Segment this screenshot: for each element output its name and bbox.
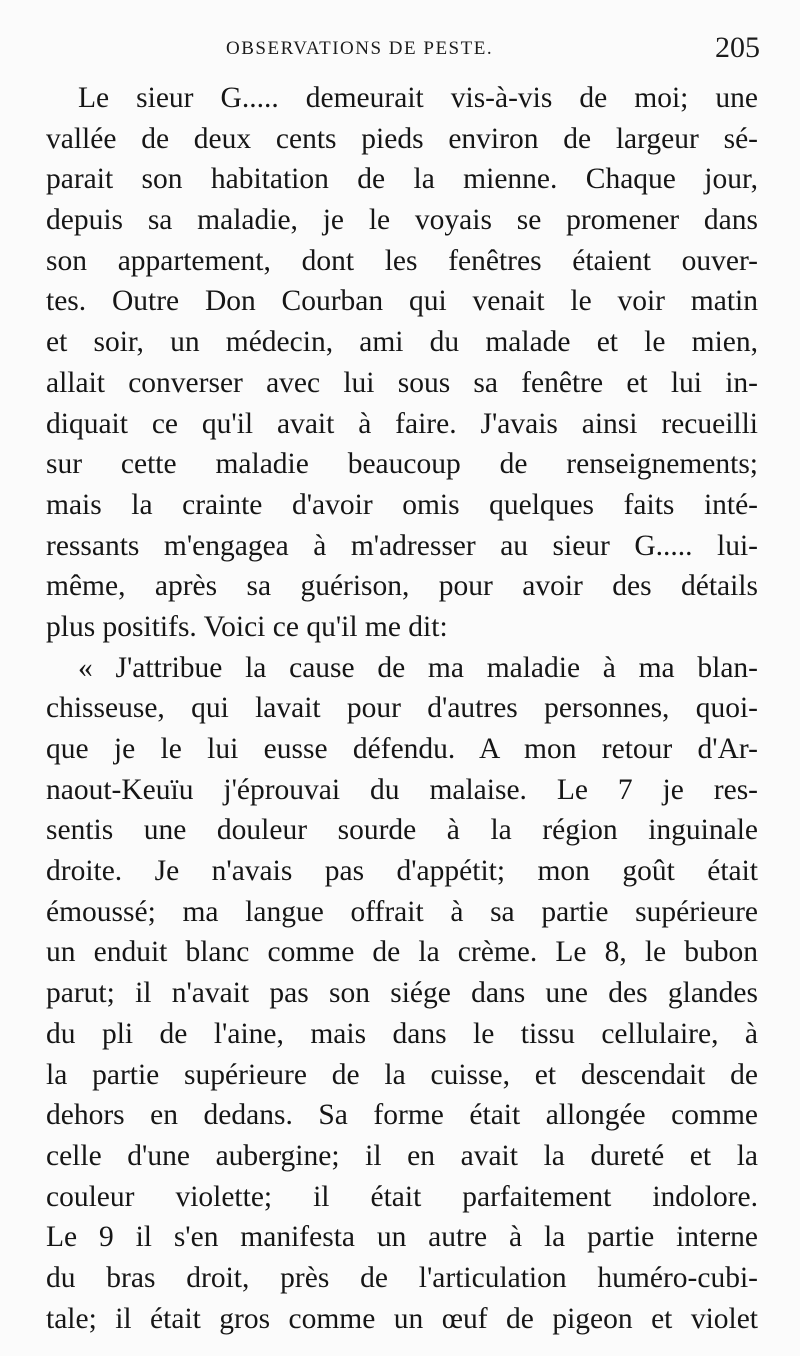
body-text — [46, 78, 758, 1339]
text-line: depuis sa maladie, je le voyais se promener dans — [46, 204, 758, 237]
text-line: sur cette maladie beaucoup de renseignements; — [46, 448, 758, 481]
text-line: son appartement, dont les fenêtres étaient ouver- — [46, 244, 758, 277]
text-line: celle d'une aubergine; il en avait la dureté et la — [46, 1139, 758, 1172]
text-line: que je le lui eusse défendu. A mon retour d'Ar- — [46, 733, 758, 765]
text-line: du bras droit, près de l'articulation huméro-cubi- — [46, 1261, 758, 1294]
text-line: du pli de l'aine, mais dans le tissu cellulaire, à — [46, 1017, 758, 1050]
text-line: mais la crainte d'avoir omis quelques faits inté- — [46, 488, 758, 521]
text-line: un enduit blanc comme de la crème. Le 8, le bubon — [46, 936, 758, 969]
text-line: parait son habitation de la mienne. Chaque jour, — [46, 163, 758, 196]
text-line: allait converser avec lui sous sa fenêtre et lui in- — [46, 366, 758, 399]
text-line: même, après sa guérison, pour avoir des détails — [46, 570, 758, 603]
text-line: naout-Keuïu j'éprouvai du malaise. Le 7 je res- — [46, 773, 758, 806]
text-line: « J'attribue la cause de ma maladie à ma blan- — [78, 651, 758, 684]
text-line: Le sieur G..... demeurait vis-à-vis de moi; une — [78, 82, 758, 114]
text-line: tale; il était gros comme un œuf de pigeon et violet — [46, 1302, 758, 1335]
page-header — [0, 31, 800, 74]
text-line: plus positifs. Voici ce qu'il me dit: — [46, 610, 448, 643]
running-title: OBSERVATIONS DE PESTE. — [226, 38, 494, 59]
text-line: ressants m'engagea à m'adresser au sieur G..... lui- — [46, 529, 758, 562]
text-line: vallée de deux cents pieds environ de largeur sé- — [46, 122, 758, 155]
text-line: chisseuse, qui lavait pour d'autres personnes, quoi- — [46, 692, 758, 725]
text-line: couleur violette; il était parfaitement indolore. — [46, 1180, 758, 1213]
page-number: 205 — [715, 31, 760, 64]
text-line: diquait ce qu'il avait à faire. J'avais ainsi recueilli — [46, 407, 758, 440]
text-line: sentis une douleur sourde à la région inguinale — [46, 814, 758, 847]
text-line: tes. Outre Don Courban qui venait le voir matin — [46, 285, 758, 318]
text-line: parut; il n'avait pas son siége dans une des glandes — [46, 977, 758, 1010]
text-line: la partie supérieure de la cuisse, et descendait de — [46, 1058, 758, 1091]
text-line: droite. Je n'avais pas d'appétit; mon goût était — [46, 855, 758, 888]
text-line: émoussé; ma langue offrait à sa partie supérieure — [46, 895, 758, 928]
text-line: Le 9 il s'en manifesta un autre à la partie interne — [46, 1221, 758, 1254]
text-line: dehors en dedans. Sa forme était allongée comme — [46, 1099, 758, 1132]
text-line: et soir, un médecin, ami du malade et le mien, — [46, 326, 758, 359]
